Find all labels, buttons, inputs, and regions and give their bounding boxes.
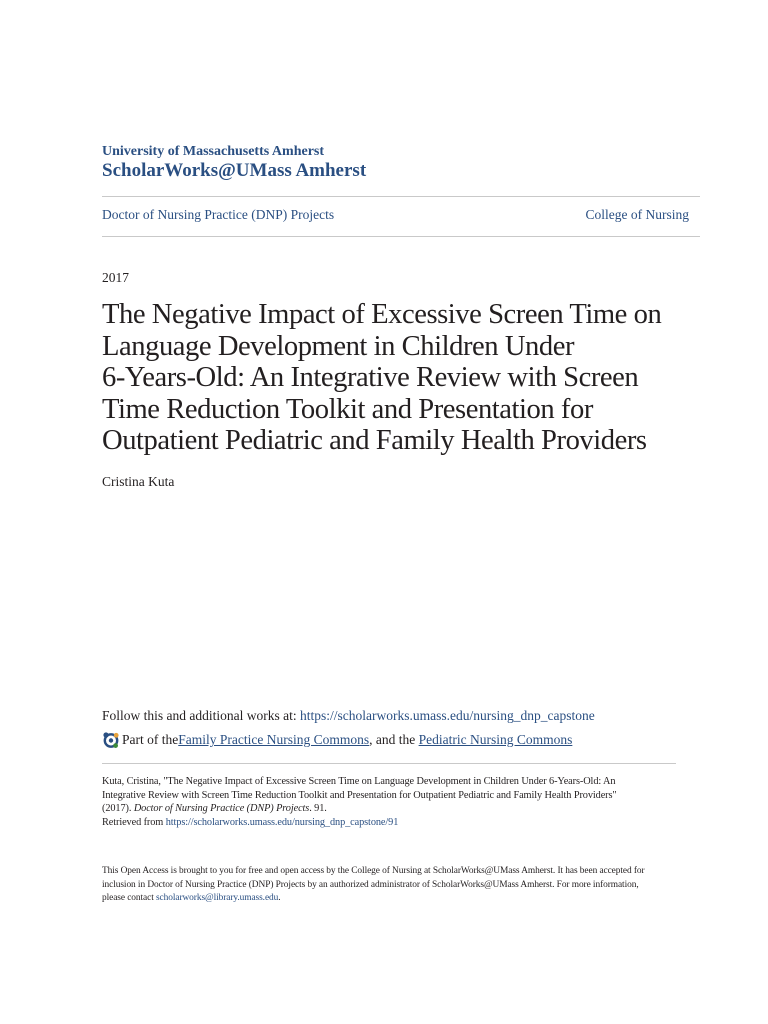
- part-of-prefix: Part of the: [122, 732, 179, 747]
- citation-divider: [102, 763, 676, 764]
- retrieved-label: Retrieved from: [102, 816, 166, 828]
- header-divider-top: [102, 196, 700, 197]
- header-divider-bottom: [102, 236, 700, 237]
- college-link[interactable]: College of Nursing: [585, 207, 689, 222]
- citation-retrieved-line: [102, 816, 702, 830]
- citation-series: Doctor of Nursing Practice (DNP) Projects: [133, 803, 310, 815]
- contact-email-link[interactable]: scholarworks@library.umass.edu: [155, 893, 279, 904]
- recommended-citation: [102, 775, 702, 829]
- notice-line: [102, 892, 702, 906]
- series-link[interactable]: Doctor of Nursing Practice (DNP) Projects: [102, 207, 335, 222]
- citation-line: Kuta, Cristina, "The Negative Impact of Excessive Screen Time on Language Development in Children Under 6-Years-Old: An: [102, 776, 616, 787]
- citation-number: . 91.: [309, 803, 327, 815]
- title-line: 6-Years-Old: An Integrative Review with Screen: [102, 362, 639, 394]
- citation-year: (2017).: [102, 803, 134, 815]
- contact-suffix: .: [278, 893, 281, 904]
- citation-line: Integrative Review with Screen Time Reduction Toolkit and Presentation for Outpatient Pediatric and Family Health Providers": [102, 789, 617, 801]
- title-line: The Negative Impact of Excessive Screen Time on: [102, 299, 662, 330]
- part-of-line: [102, 731, 572, 749]
- institution-name: University of Massachusetts Amherst: [102, 144, 325, 159]
- family-practice-commons-link[interactable]: Family Practice Nursing Commons: [178, 732, 370, 747]
- collection-url-link[interactable]: https://scholarworks.umass.edu/nursing_dnp_capstone: [300, 708, 595, 723]
- title-line: Time Reduction Toolkit and Presentation for: [102, 393, 593, 425]
- citation-line: [102, 802, 702, 816]
- notice-line: inclusion in Doctor of Nursing Practice (DNP) Projects by an authorized administrator of ScholarWorks@UMass Amherst. For more information,: [102, 879, 639, 890]
- citation-url-link[interactable]: https://scholarworks.umass.edu/nursing_dnp_capstone/91: [165, 816, 399, 828]
- notice-line: This Open Access is brought to you for free and open access by the College of Nursing at ScholarWorks@UMass Amherst. It has been accepted for: [102, 866, 645, 876]
- title-line: Language Development in Children Under: [102, 330, 575, 362]
- network-icon: [102, 731, 120, 749]
- repository-name[interactable]: ScholarWorks@UMass Amherst: [102, 160, 367, 181]
- open-access-notice: [102, 865, 702, 906]
- follow-label: Follow this and additional works at:: [102, 708, 300, 723]
- publication-year: 2017: [102, 270, 129, 285]
- title-line: Outpatient Pediatric and Family Health Providers: [102, 425, 647, 457]
- follow-line: [102, 708, 595, 724]
- document-title: [102, 299, 702, 457]
- contact-prefix: please contact: [102, 893, 156, 904]
- part-of-middle: , and the: [369, 732, 419, 747]
- pediatric-commons-link[interactable]: Pediatric Nursing Commons: [418, 732, 573, 747]
- author-name: Cristina Kuta: [102, 474, 175, 489]
